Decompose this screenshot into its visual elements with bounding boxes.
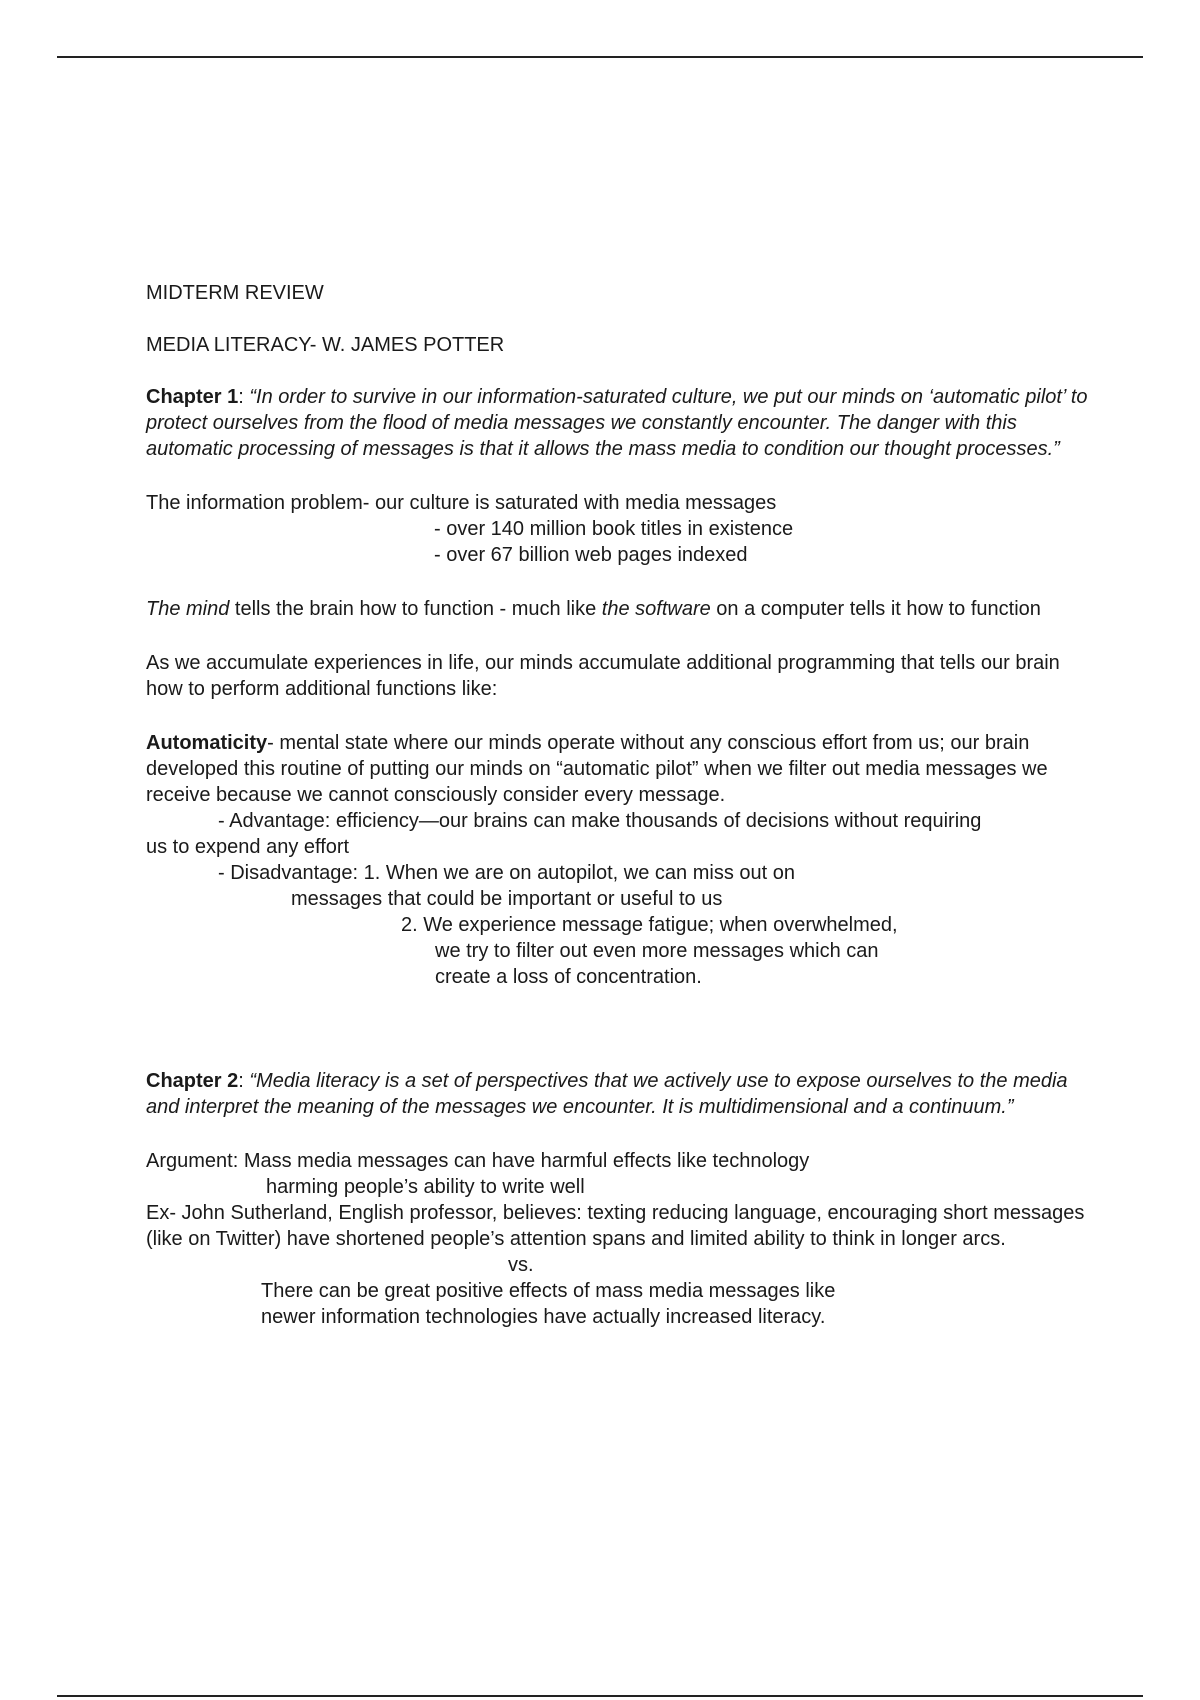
page-title: MIDTERM REVIEW — [146, 282, 324, 304]
chapter1-label: Chapter 1 — [146, 386, 239, 408]
chapter2-sep: : — [238, 1070, 250, 1092]
example-paragraph: Ex- John Sutherland, English professor, believes: texting reducing language, encouraging short messages (like on Twitter) have shortened people’s attention spans and limited ability to think in longer arcs. — [146, 1202, 1085, 1250]
chapter2-quote: “Media literacy is a set of perspectives that we actively use to expose ourselves to the media and interpret the meaning of the messages we encounter. It is multidimensional and a continuum.” — [146, 1070, 1068, 1118]
point2-line-1: 2. We experience message fatigue; when overwhelmed, — [401, 914, 898, 936]
mind-text-1: tells the brain how to function - much like — [229, 598, 602, 620]
book-heading: MEDIA LITERACY- W. JAMES POTTER — [146, 334, 505, 356]
automaticity-definition — [146, 730, 1096, 808]
automaticity-term: Automaticity — [146, 732, 268, 754]
point2-line-3: create a loss of concentration. — [435, 966, 702, 988]
advantage-line-2: us to expend any effort — [146, 836, 350, 858]
mind-text-2: on a computer tells it how to function — [710, 598, 1041, 620]
argument-line-1: Argument: Mass media messages can have harmful effects like technology — [146, 1150, 810, 1172]
mind-term: The mind — [146, 598, 230, 620]
chapter1-quote: “In order to survive in our information-saturated culture, we put our minds on ‘automatic pilot’ to protect ourselves from the flood of media messages we constantly encounter. The danger with this automatic processing of messages is that it allows the mass media to condition our thought processes.” — [146, 386, 1088, 460]
automaticity-section — [146, 730, 1096, 990]
point2-line-2: we try to filter out even more messages which can — [435, 940, 879, 962]
mind-paragraph — [146, 596, 1096, 622]
chapter1-intro — [146, 384, 1096, 462]
information-problem — [146, 490, 1096, 568]
positive-line-1: There can be great positive effects of mass media messages like — [261, 1280, 836, 1302]
software-term: the software — [601, 598, 711, 620]
argument-line-2: harming people’s ability to write well — [266, 1176, 585, 1198]
bottom-rule — [57, 1695, 1143, 1697]
top-rule — [57, 56, 1143, 58]
disadvantage-line-2: messages that could be important or useful to us — [291, 888, 723, 910]
argument-section — [146, 1148, 1096, 1330]
disadvantage-line-1: - Disadvantage: 1. When we are on autopilot, we can miss out on — [218, 862, 795, 884]
positive-line-2: newer information technologies have actually increased literacy. — [261, 1306, 826, 1328]
experiences-paragraph: As we accumulate experiences in life, our minds accumulate additional programming that tells our brain how to perform additional functions like: — [146, 652, 1060, 700]
chapter2-label: Chapter 2 — [146, 1070, 239, 1092]
list-item: - over 140 million book titles in existence — [434, 518, 794, 540]
chapter2-intro — [146, 1068, 1096, 1120]
versus-label: vs. — [508, 1254, 534, 1276]
advantage-line-1: - Advantage: efficiency—our brains can make thousands of decisions without requiring — [218, 810, 982, 832]
automaticity-text: - mental state where our minds operate without any conscious effort from us; our brain developed this routine of putting our minds on “automatic pilot” when we filter out media messages we receive because we cannot consciously consider every message. — [146, 732, 1048, 806]
chapter1-sep: : — [238, 386, 250, 408]
information-problem-text: The information problem- our culture is saturated with media messages — [146, 492, 777, 514]
document-body — [146, 280, 1096, 1330]
list-item: - over 67 billion web pages indexed — [434, 544, 748, 566]
